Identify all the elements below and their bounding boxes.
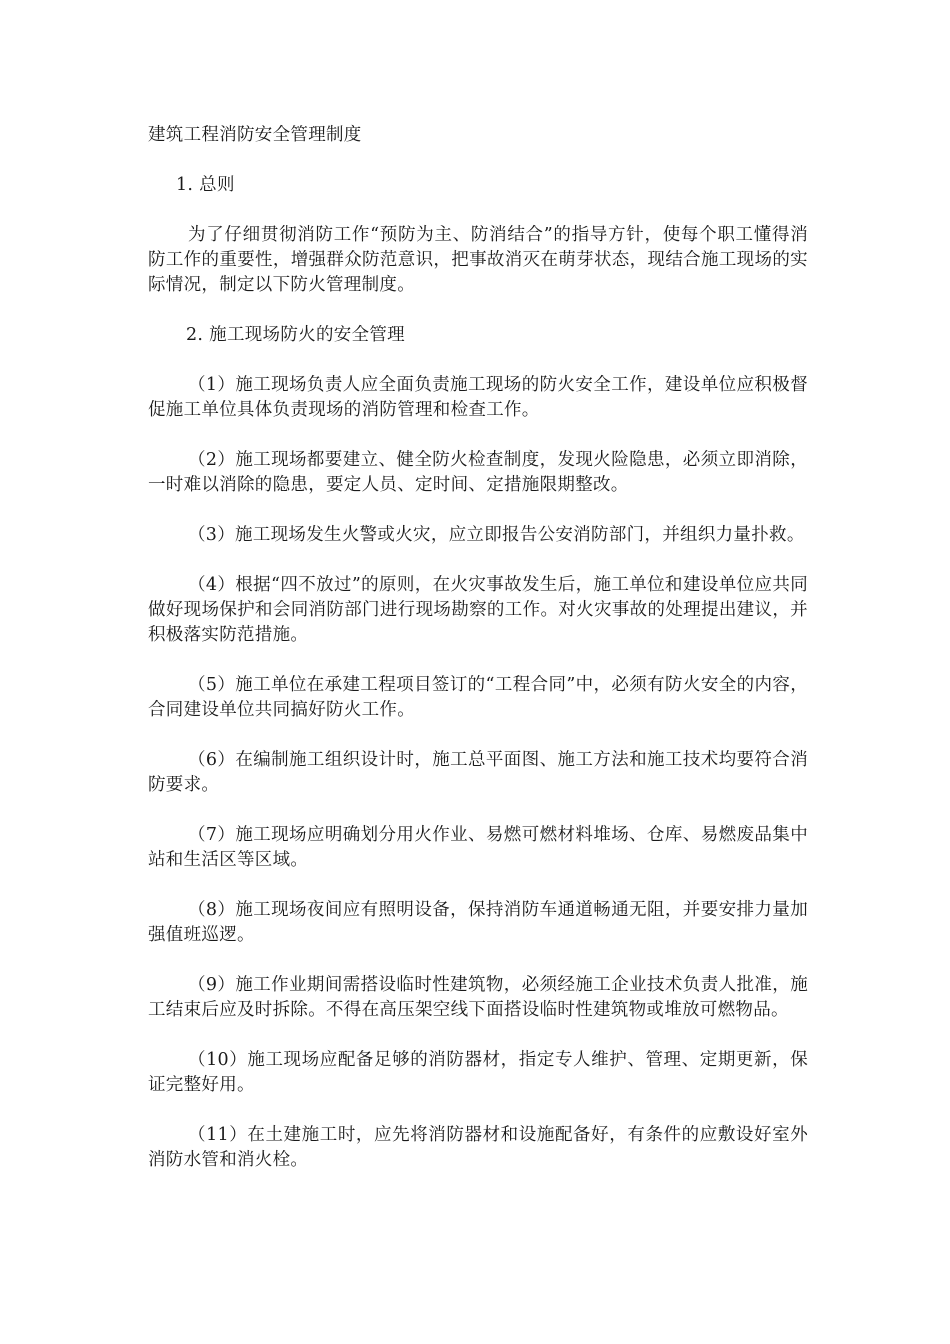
list-item: （11）在土建施工时，应先将消防器材和设施配备好，有条件的应敷设好室外消防水管和消火栓。 <box>148 1125 808 1170</box>
list-item: （10）施工现场应配备足够的消防器材，指定专人维护、管理、定期更新，保证完整好用。 <box>148 1050 808 1095</box>
list-item: （7）施工现场应明确划分用火作业、易燃可燃材料堆场、仓库、易燃废品集中站和生活区等区域。 <box>148 825 808 870</box>
list-item: （1）施工现场负责人应全面负责施工现场的防火安全工作，建设单位应积极督促施工单位具体负责现场的消防管理和检查工作。 <box>148 375 808 420</box>
section-heading-site-fire-safety: 2. 施工现场防火的安全管理 <box>186 325 405 345</box>
list-item: （4）根据“四不放过”的原则，在火灾事故发生后，施工单位和建设单位应共同做好现场保护和会同消防部门进行现场勘察的工作。对火灾事故的处理提出建议，并积极落实防范措施。 <box>148 575 808 645</box>
list-item: （8）施工现场夜间应有照明设备，保持消防车通道畅通无阻，并要安排力量加强值班巡逻。 <box>148 900 808 945</box>
list-item: （6）在编制施工组织设计时，施工总平面图、施工方法和施工技术均要符合消防要求。 <box>148 750 808 795</box>
general-paragraph: 为了仔细贯彻消防工作“预防为主、防消结合”的指导方针，使每个职工懂得消防工作的重要性，增强群众防范意识，把事故消灭在萌芽状态，现结合施工现场的实际情况，制定以下防火管理制度。 <box>148 225 808 295</box>
list-item: （2）施工现场都要建立、健全防火检查制度，发现火险隐患，必须立即消除，一时难以消除的隐患，要定人员、定时间、定措施限期整改。 <box>148 450 808 495</box>
list-item: （5）施工单位在承建工程项目签订的“工程合同”中，必须有防火安全的内容，合同建设单位共同搞好防火工作。 <box>148 675 808 720</box>
section-heading-general: 1. 总则 <box>176 175 235 195</box>
list-item: （9）施工作业期间需搭设临时性建筑物，必须经施工企业技术负责人批准，施工结束后应及时拆除。不得在高压架空线下面搭设临时性建筑物或堆放可燃物品。 <box>148 975 808 1020</box>
list-item: （3）施工现场发生火警或火灾，应立即报告公安消防部门，并组织力量扑救。 <box>188 525 805 545</box>
document-title: 建筑工程消防安全管理制度 <box>148 125 362 145</box>
document-body <box>148 123 808 1198</box>
